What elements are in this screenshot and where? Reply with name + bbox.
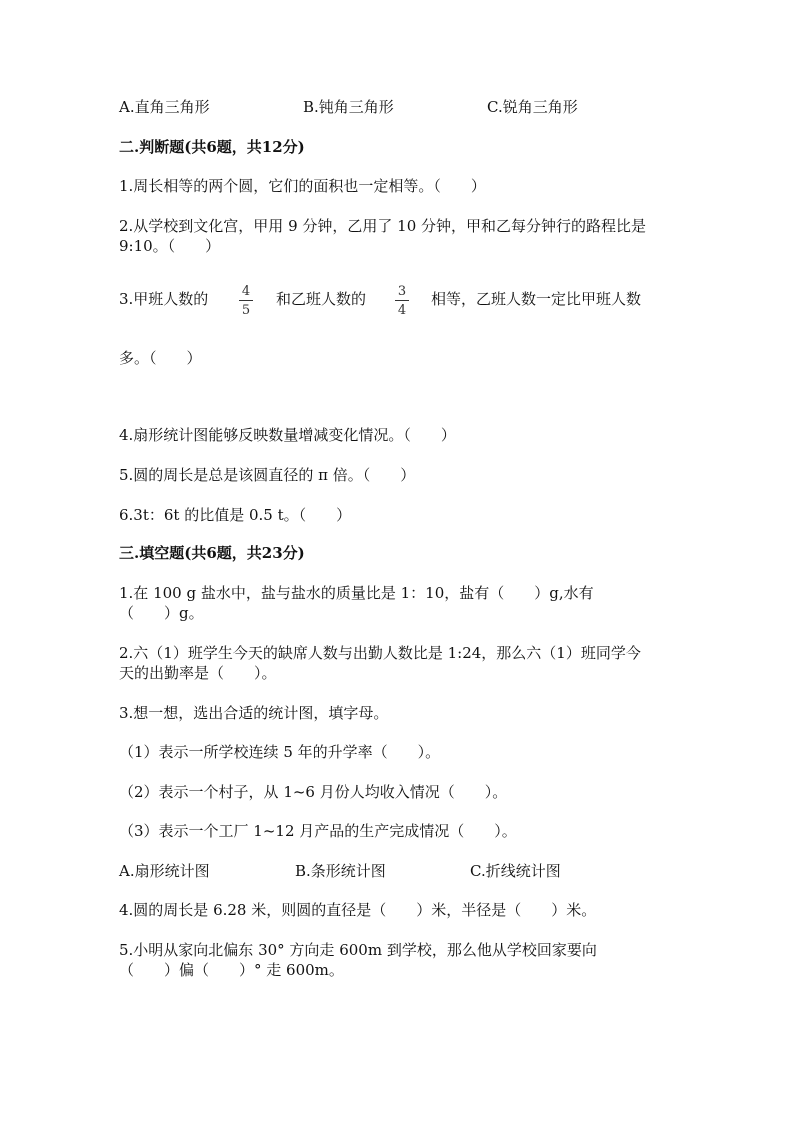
s3-question-5-line1: 5.小明从家向北偏东 30° 方向走 600m 到学校，那么他从学校回家要向 xyxy=(119,941,597,959)
s3-question-1-line1: 1.在 100 g 盐水中，盐与盐水的质量比是 1：10，盐有（ ）g,水有 xyxy=(119,584,594,602)
s3-question-5-line2: （ ）偏（ ）° 走 600m。 xyxy=(119,961,344,979)
s2-question-5: 5.圆的周长是总是该圆直径的 π 倍。（ ） xyxy=(119,466,416,484)
option-c: C.锐角三角形 xyxy=(487,98,578,116)
s3-option-c: C.折线统计图 xyxy=(470,862,561,880)
s2-question-4: 4.扇形统计图能够反映数量增减变化情况。（ ） xyxy=(119,426,456,444)
s3-question-1-line2: （ ）g。 xyxy=(119,604,204,622)
s3-option-a: A.扇形统计图 xyxy=(119,862,210,880)
s2-question-3-line2: 多。（ ） xyxy=(119,349,202,367)
option-a: A.直角三角形 xyxy=(119,98,210,116)
s3-option-b: B.条形统计图 xyxy=(295,862,386,880)
s2-question-3-mid: 和乙班人数的 xyxy=(276,290,367,308)
fraction-2-denominator: 4 xyxy=(397,303,407,318)
fraction-four-fifths xyxy=(239,284,253,318)
fraction-three-fourths xyxy=(395,284,409,318)
fraction-1-denominator: 5 xyxy=(241,303,251,318)
s2-question-6: 6.3t：6t 的比值是 0.5 t。（ ） xyxy=(119,506,352,524)
option-b: B.钝角三角形 xyxy=(303,98,394,116)
s3-question-2-line1: 2.六（1）班学生今天的缺席人数与出勤人数比是 1:24，那么六（1）班同学今 xyxy=(119,644,641,662)
fraction-2-bar xyxy=(395,300,409,301)
s3-question-3-sub2: （2）表示一个村子，从 1~6 月份人均收入情况（ ）。 xyxy=(119,783,508,801)
s2-question-3-prefix: 3.甲班人数的 xyxy=(119,290,209,308)
s3-question-4: 4.圆的周长是 6.28 米，则圆的直径是（ ）米，半径是（ ）米。 xyxy=(119,901,597,919)
s2-question-2-line1: 2.从学校到文化宫，甲用 9 分钟，乙用了 10 分钟，甲和乙每分钟行的路程比是 xyxy=(119,217,647,235)
s2-question-1: 1.周长相等的两个圆，它们的面积也一定相等。（ ） xyxy=(119,177,486,195)
section2-title: 二.判断题(共6题，共12分) xyxy=(119,138,305,156)
section3-title: 三.填空题(共6题，共23分) xyxy=(119,544,305,562)
s3-question-3-sub3: （3）表示一个工厂 1~12 月产品的生产完成情况（ ）。 xyxy=(119,822,517,840)
s2-question-2-line2: 9:10。（ ） xyxy=(119,237,221,255)
s3-question-2-line2: 天的出勤率是（ ）。 xyxy=(119,664,277,682)
s2-question-3-suffix: 相等，乙班人数一定比甲班人数 xyxy=(431,290,642,308)
fraction-1-bar xyxy=(239,300,253,301)
fraction-2-numerator: 3 xyxy=(397,284,407,299)
s3-question-3: 3.想一想，选出合适的统计图，填字母。 xyxy=(119,704,389,722)
s3-question-3-sub1: （1）表示一所学校连续 5 年的升学率（ ）。 xyxy=(119,743,441,761)
fraction-1-numerator: 4 xyxy=(241,284,251,299)
